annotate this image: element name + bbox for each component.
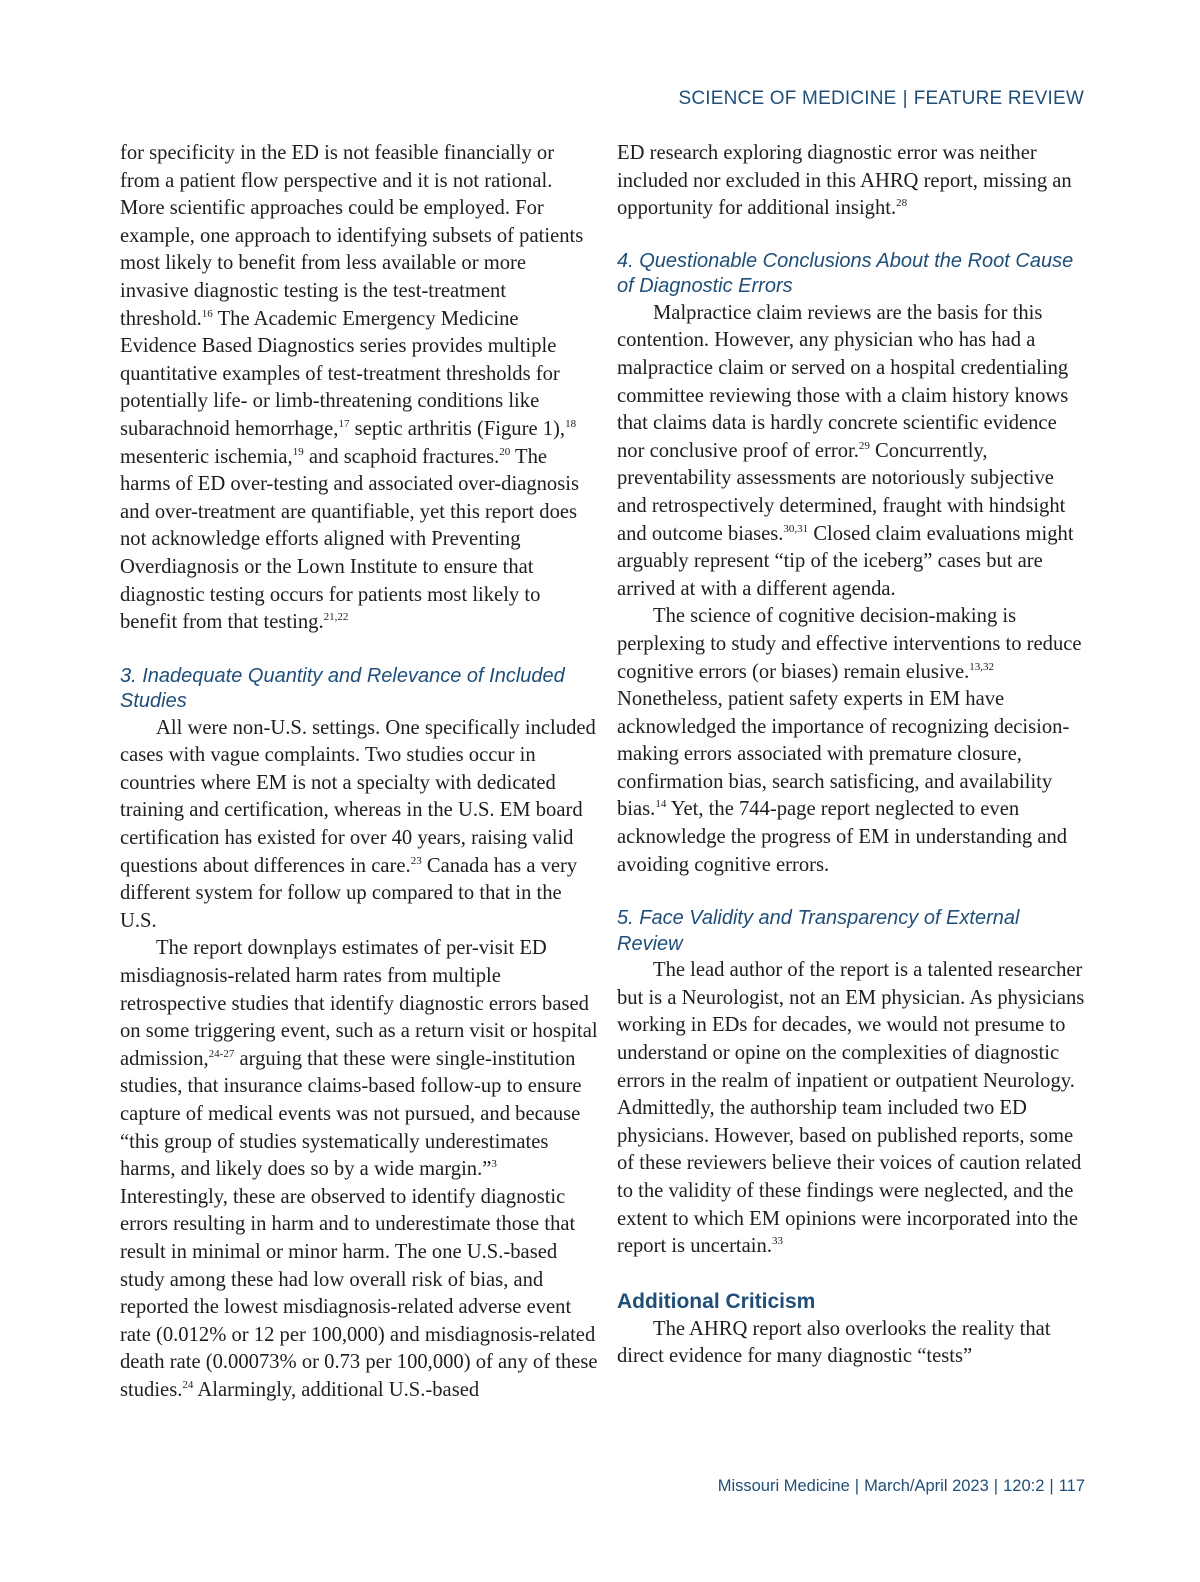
- citation: 16: [201, 307, 213, 320]
- header-section: SCIENCE OF MEDICINE: [678, 88, 897, 109]
- page-number: 117: [1058, 1477, 1085, 1495]
- text-run: The harms of ED over-testing and associated over-diagnosis and over-treatment are quantifiable, yet this report does not acknowledge efforts aligned with Preventing Overdiagnosis or the Lown Institute to ensure that diagnostic testing occurs for patients most likely to benefit from that testing.: [120, 445, 579, 634]
- right-paragraph-3: [617, 603, 1087, 879]
- text-run: arguing that these were single-institution studies, that insurance claims-based follow-up to ensure capture of medical events was not pursued, and because “this group of studies systematically underestimates harms, and likely does so by a wide margin.”: [120, 1047, 582, 1181]
- page-footer: [718, 1477, 1085, 1496]
- citation: 33: [771, 1235, 783, 1248]
- citation: 14: [655, 798, 667, 811]
- section-heading-additional-criticism: Additional Criticism: [617, 1289, 816, 1313]
- right-paragraph-5: [617, 1316, 1087, 1371]
- citation: 3: [491, 1158, 497, 1171]
- citation: 24: [182, 1378, 194, 1391]
- text-run: Closed claim evaluations might arguably represent “tip of the iceberg” cases but are arrived at with a different agenda.: [617, 522, 1074, 600]
- left-column: [120, 140, 598, 1405]
- text-run: Interestingly, these are observed to identify diagnostic errors resulting in harm and to underestimate those that result in minimal or minor harm. The one U.S.-based study among these had low overall risk of bias, and reported the lowest misdiagnosis-related adverse event rate (0.012% or 12 per 100,000) and misdiagnosis-related death rate (0.00073% or 0.73 per 100,000) of any of these studies.: [120, 1185, 598, 1401]
- right-column: [617, 140, 1087, 1371]
- citation: 20: [499, 445, 511, 458]
- footer-date: March/April 2023: [864, 1477, 989, 1495]
- left-paragraph-2: [120, 715, 598, 936]
- header-subsection: FEATURE REVIEW: [913, 88, 1084, 109]
- citation: 18: [565, 417, 577, 430]
- citation: 21,22: [323, 611, 349, 624]
- text-run: The science of cognitive decision-making is perplexing to study and effective interventions to reduce cognitive errors (or biases) remain elusive.: [617, 605, 1082, 683]
- text-run: The AHRQ report also overlooks the reality that direct evidence for many diagnostic “tests”: [617, 1317, 1051, 1368]
- text-run: The lead author of the report is a talented researcher but is a Neurologist, not an EM physician. As physicians working in EDs for decades, we would not presume to understand or opine on the complexities of diagnostic errors in the realm of inpatient or outpatient Neurology. Admittedly, the authorship team included two ED physicians. However, based on published reports, some of these reviewers believe their voices of caution related to the validity of these findings were neglected, and the extent to which EM opinions were incorporated into the report is uncertain.: [617, 959, 1085, 1258]
- text-run: Malpractice claim reviews are the basis for this contention. However, any physician who has had a malpractice claim or served on a hospital credentialing committee reviewing those with a claim history knows that claims data is hardly concrete scientific evidence nor conclusive proof of error.: [617, 301, 1069, 462]
- text-run: Alarmingly, additional U.S.-based: [193, 1378, 480, 1401]
- left-paragraph-3: [120, 935, 598, 1404]
- header-separator: |: [902, 88, 908, 109]
- text-run: mesenteric ischemia,: [120, 445, 293, 468]
- text-run: All were non-U.S. settings. One specifically included cases with vague complaints. Two studies occur in countries where EM is not a specialty with dedicated training and certification, whereas in the U.S. EM board certification has existed for over 40 years, raising valid questions about differences in care.: [120, 716, 596, 877]
- section-heading-4: 4. Questionable Conclusions About the Root Cause of Diagnostic Errors: [617, 249, 1074, 298]
- text-run: Yet, the 744-page report neglected to even acknowledge the progress of EM in understanding and avoiding cognitive errors.: [617, 798, 1068, 876]
- left-paragraph-1: [120, 140, 598, 637]
- text-run: ED research exploring diagnostic error was neither included nor excluded in this AHRQ report, missing an opportunity for additional insight.: [617, 142, 1072, 220]
- running-header: [678, 88, 1084, 110]
- section-heading-5: 5. Face Validity and Transparency of External Review: [617, 907, 1020, 955]
- citation: 30,31: [783, 522, 809, 535]
- section-heading-3: 3. Inadequate Quantity and Relevance of Included Studies: [120, 664, 565, 713]
- citation: 13,32: [969, 660, 995, 673]
- text-run: Nonetheless, patient safety experts in EM have acknowledged the importance of recognizing decision-making errors associated with premature closure, confirmation bias, search satisficing, and availability bias.: [617, 688, 1070, 821]
- right-paragraph-1: [617, 140, 1087, 223]
- citation: 29: [858, 439, 870, 452]
- text-run: The report downplays estimates of per-visit ED misdiagnosis-related harm rates from multiple retrospective studies that identify diagnostic errors based on some triggering event, such as a return visit or hospital admission,: [120, 937, 598, 1070]
- footer-volume: 120:2: [1003, 1477, 1045, 1495]
- right-paragraph-4: [617, 957, 1087, 1261]
- right-paragraph-2: [617, 300, 1087, 604]
- footer-separator: |: [1049, 1477, 1054, 1495]
- citation: 19: [292, 445, 304, 458]
- text-run: for specificity in the ED is not feasible financially or from a patient flow perspective and it is not rational. More scientific approaches could be employed. For example, one approach to identifying subsets of patients most likely to benefit from less available or more invasive diagnostic testing is the test-treatment threshold.: [120, 142, 584, 330]
- footer-journal: Missouri Medicine: [717, 1477, 850, 1495]
- text-run: The Academic Emergency Medicine Evidence Based Diagnostics series provides multiple quantitative examples of test-treatment thresholds for potentially life- or limb-threatening conditions like subarachnoid hemorrhage,: [120, 307, 560, 440]
- text-run: Concurrently, preventability assessments are notoriously subjective and retrospectively determined, fraught with hindsight and outcome biases.: [617, 439, 1066, 545]
- footer-separator: |: [854, 1477, 860, 1495]
- citation: 17: [338, 417, 350, 430]
- citation: 23: [410, 854, 422, 867]
- citation: 24-27: [208, 1047, 235, 1060]
- text-run: Canada has a very different system for follow up compared to that in the U.S.: [120, 854, 578, 932]
- citation: 28: [896, 197, 908, 210]
- footer-separator: |: [993, 1477, 999, 1495]
- text-run: septic arthritis (Figure 1),: [349, 417, 566, 440]
- text-run: and scaphoid fractures.: [303, 445, 500, 468]
